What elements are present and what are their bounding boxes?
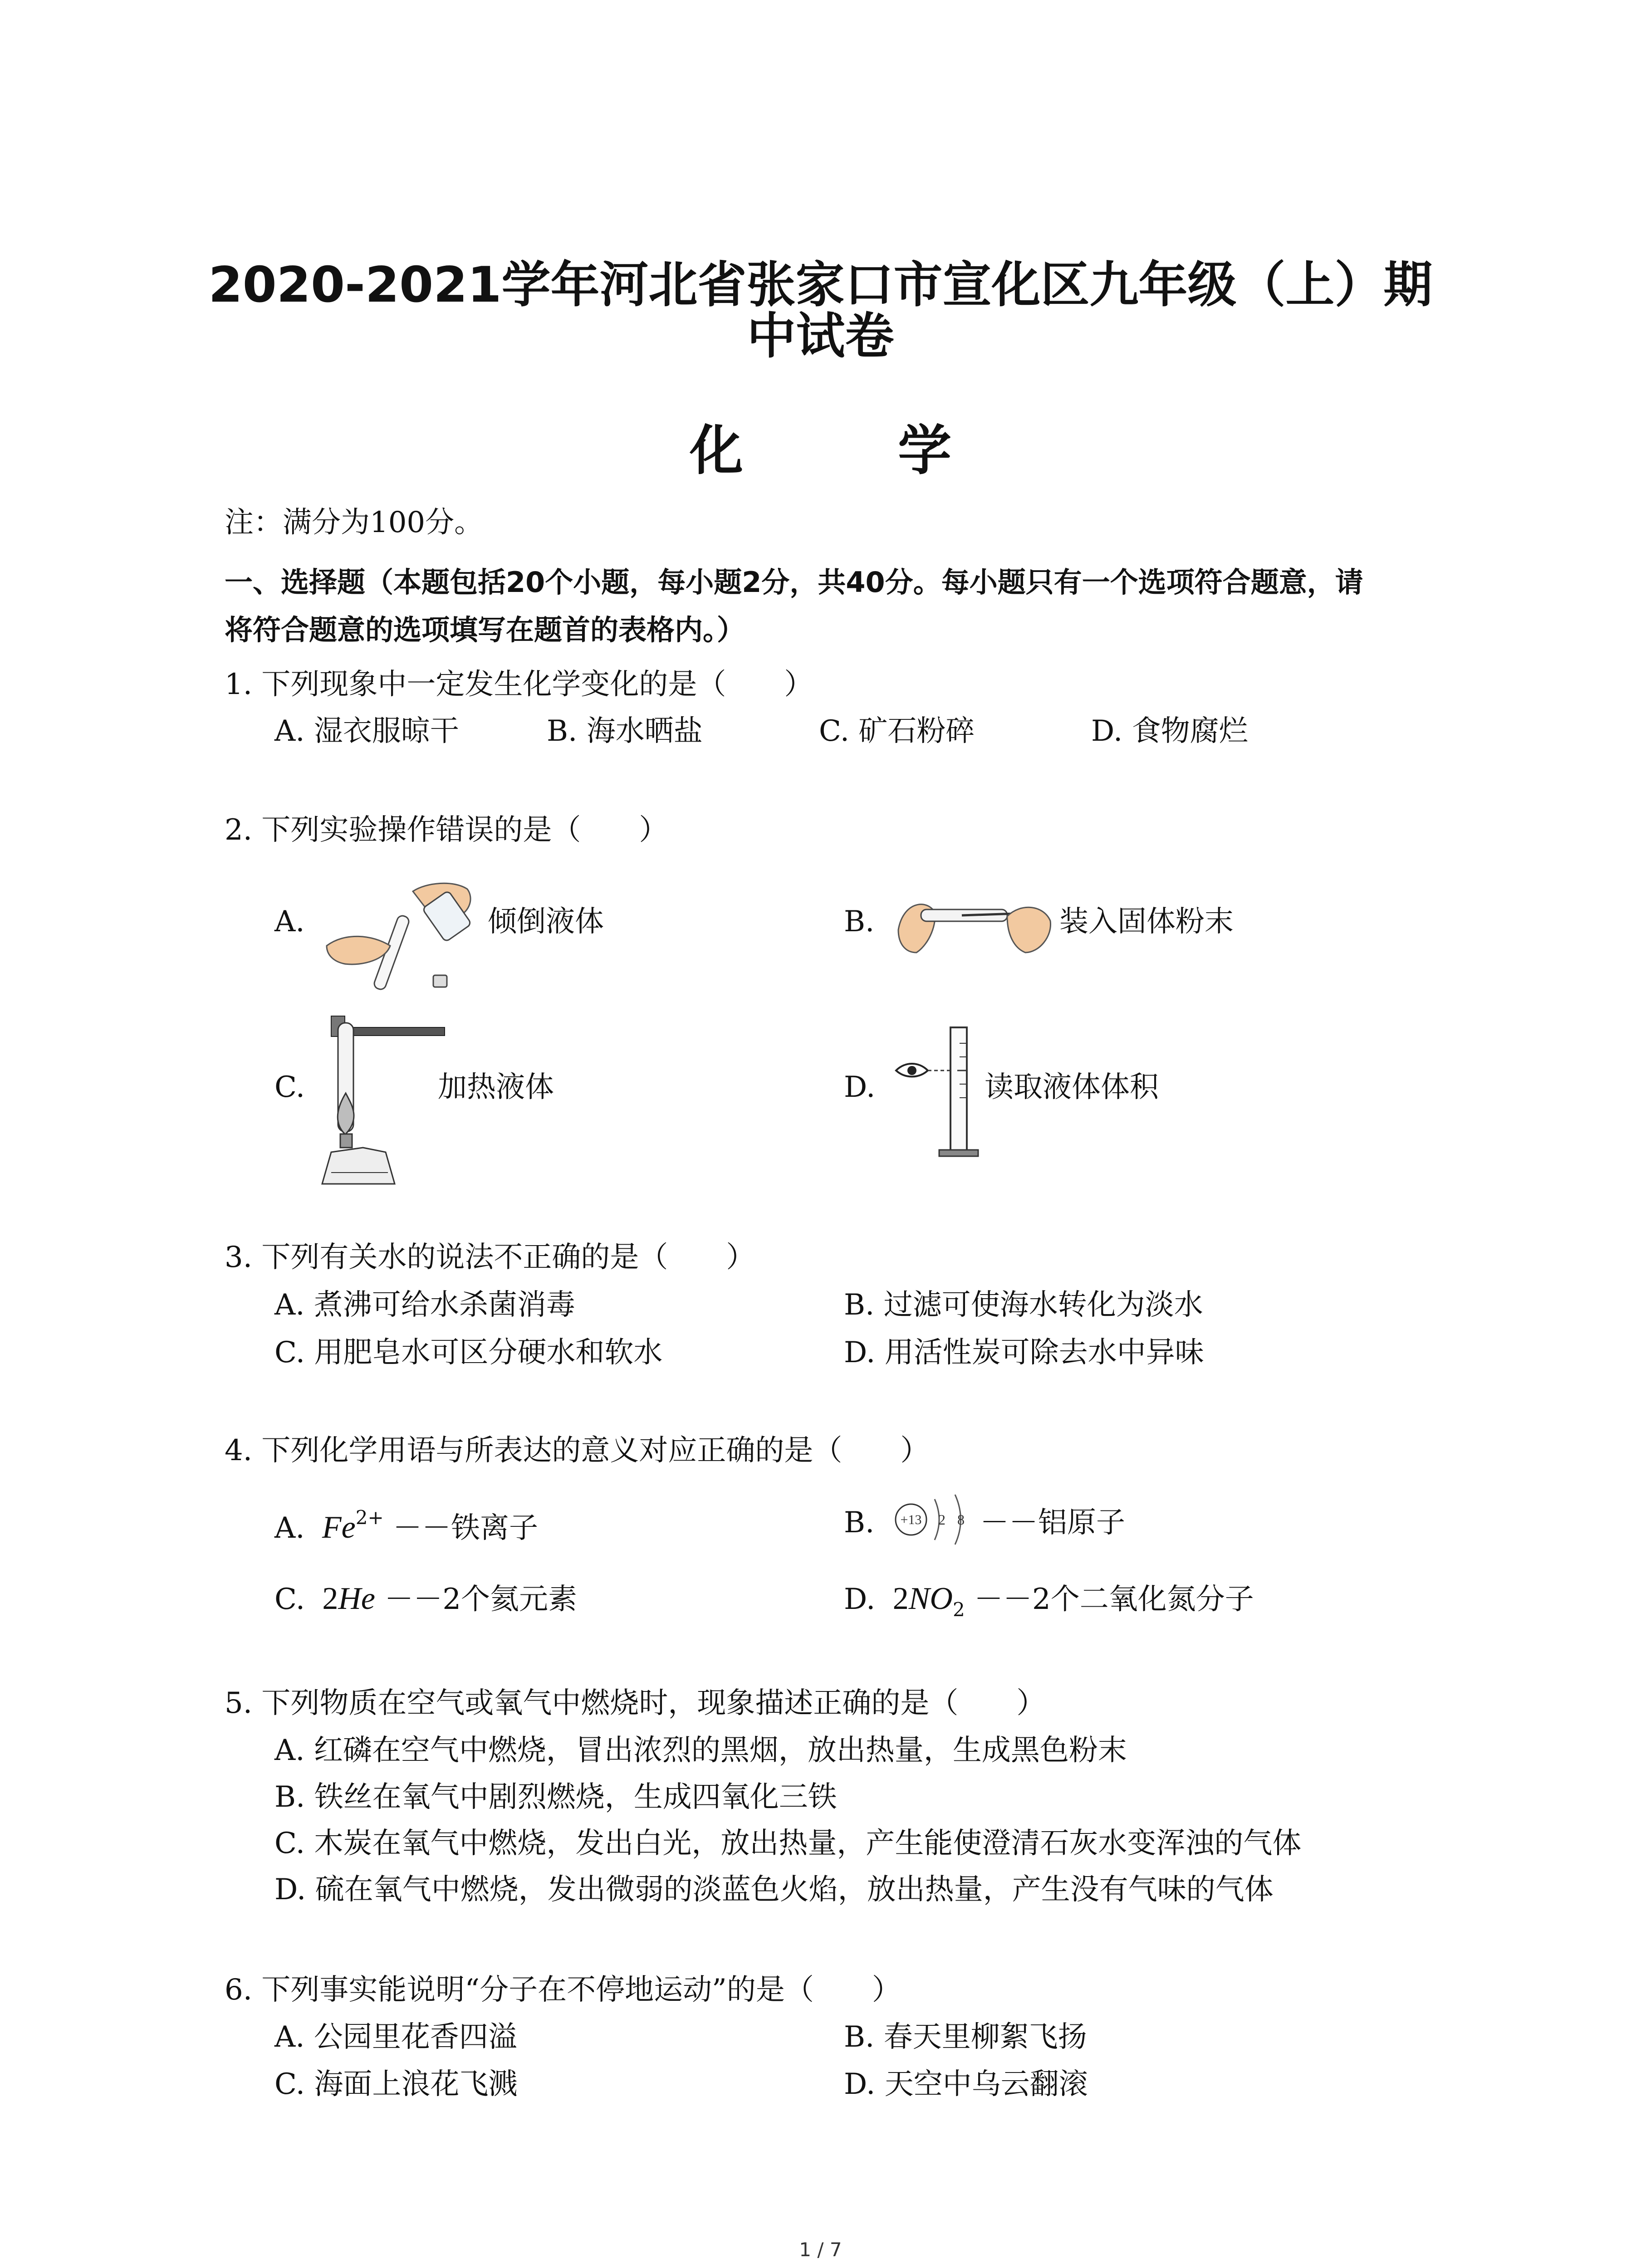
q3-stem: 3. 下列有关水的说法不正确的是（ ） (225, 1241, 755, 1274)
q4-option-a-letter: A. (274, 1511, 305, 1545)
loading-powder-figure (894, 885, 1057, 962)
shell2-electrons: 8 (957, 1511, 965, 1528)
pouring-liquid-figure (318, 878, 490, 1000)
q1-stem: 1. 下列现象中一定发生化学变化的是（ ） (225, 668, 813, 701)
q4-option-a-formula: Fe (322, 1510, 356, 1545)
page-number: 1 / 7 (799, 2239, 842, 2261)
q4-option-d-coefficient: 2 (892, 1581, 909, 1616)
q2-option-d-text: 读取液体体积 (985, 1070, 1159, 1104)
q2-option-b-text: 装入固体粉末 (1059, 905, 1234, 938)
shell1-electrons: 2 (938, 1511, 945, 1528)
q4-option-a (274, 1508, 538, 1544)
q5-option-b: B. 铁丝在氧气中剧烈燃烧，生成四氧化三铁 (274, 1780, 837, 1814)
q6-option-d: D. 天空中乌云翻滚 (844, 2068, 1088, 2101)
q1-option-d: D. 食物腐烂 (1091, 714, 1248, 748)
q6-option-c: C. 海面上浪花飞溅 (274, 2068, 518, 2101)
exam-note: 注：满分为100分。 (225, 506, 484, 539)
q4-option-d-subscript: 2 (952, 1598, 965, 1621)
q4-option-c-formula: He (338, 1581, 375, 1616)
q4-option-b-letter: B. (844, 1506, 875, 1540)
q4-option-d-letter: D. (844, 1583, 876, 1616)
q2-option-c-text: 加热液体 (438, 1070, 554, 1104)
q3-option-c: C. 用肥皂水可区分硬水和软水 (274, 1336, 663, 1369)
q2-option-c-letter: C. (274, 1070, 305, 1104)
nucleus-charge: +13 (900, 1512, 922, 1527)
exam-title-line2: 中试卷 (747, 308, 894, 365)
q4-option-a-meaning: －－铁离子 (393, 1511, 538, 1545)
section-heading-line1: 一、选择题（本题包括20个小题，每小题2分，共40分。每小题只有一个选项符合题意，请 (225, 566, 1363, 599)
q4-option-d-meaning: －－2个二氧化氮分子 (974, 1583, 1254, 1616)
q1-option-a: A. 湿衣服晾干 (274, 714, 459, 748)
q4-option-c-meaning: －－2个氦元素 (384, 1583, 578, 1616)
q4-option-d-formula: NO (908, 1581, 953, 1616)
q4-option-c (274, 1583, 577, 1615)
q2-stem: 2. 下列实验操作错误的是（ ） (225, 813, 668, 847)
q2-option-a-letter: A. (274, 905, 305, 938)
q2-option-b-letter: B. (844, 905, 875, 938)
q5-option-d: D. 硫在氧气中燃烧，发出微弱的淡蓝色火焰，放出热量，产生没有气味的气体 (274, 1873, 1274, 1906)
q4-option-c-coefficient: 2 (322, 1581, 338, 1616)
q6-option-b: B. 春天里柳絮飞扬 (844, 2020, 1087, 2054)
q5-stem: 5. 下列物质在空气或氧气中燃烧时，现象描述正确的是（ ） (225, 1686, 1046, 1720)
reading-volume-figure (892, 1025, 991, 1161)
q2-option-a-text: 倾倒液体 (488, 905, 604, 938)
q3-option-d: D. 用活性炭可除去水中异味 (844, 1336, 1204, 1369)
q3-option-a: A. 煮沸可给水杀菌消毒 (274, 1288, 575, 1322)
q5-option-a: A. 红磷在空气中燃烧，冒出浓烈的黑烟，放出热量，生成黑色粉末 (274, 1734, 1127, 1767)
q2-option-d-letter: D. (844, 1070, 876, 1104)
exam-title-line1: 2020-2021学年河北省张家口市宣化区九年级（上）期 (208, 257, 1433, 313)
heating-liquid-figure (313, 1002, 449, 1188)
q3-option-b: B. 过滤可使海水转化为淡水 (844, 1288, 1203, 1322)
q4-option-c-letter: C. (274, 1583, 305, 1616)
section-heading-line2: 将符合题意的选项填写在题首的表格内。） (225, 613, 745, 646)
q1-option-b: B. 海水晒盐 (547, 714, 703, 748)
q4-stem: 4. 下列化学用语与所表达的意义对应正确的是（ ） (225, 1434, 930, 1467)
q4-option-d (844, 1583, 1254, 1619)
exam-subject: 化 学 (689, 419, 1020, 482)
q5-option-c: C. 木炭在氧气中燃烧，发出白光，放出热量，产生能使澄清石灰水变浑浊的气体 (274, 1827, 1302, 1860)
q6-option-a: A. 公园里花香四溢 (274, 2020, 517, 2054)
q1-option-c: C. 矿石粉碎 (819, 714, 975, 748)
q6-stem: 6. 下列事实能说明“分子在不停地运动”的是（ ） (225, 1973, 901, 2007)
q4-option-b-meaning: －－铝原子 (980, 1506, 1125, 1540)
q4-option-a-charge: 2+ (355, 1506, 384, 1529)
aluminum-atom-structure-diagram (889, 1490, 980, 1549)
